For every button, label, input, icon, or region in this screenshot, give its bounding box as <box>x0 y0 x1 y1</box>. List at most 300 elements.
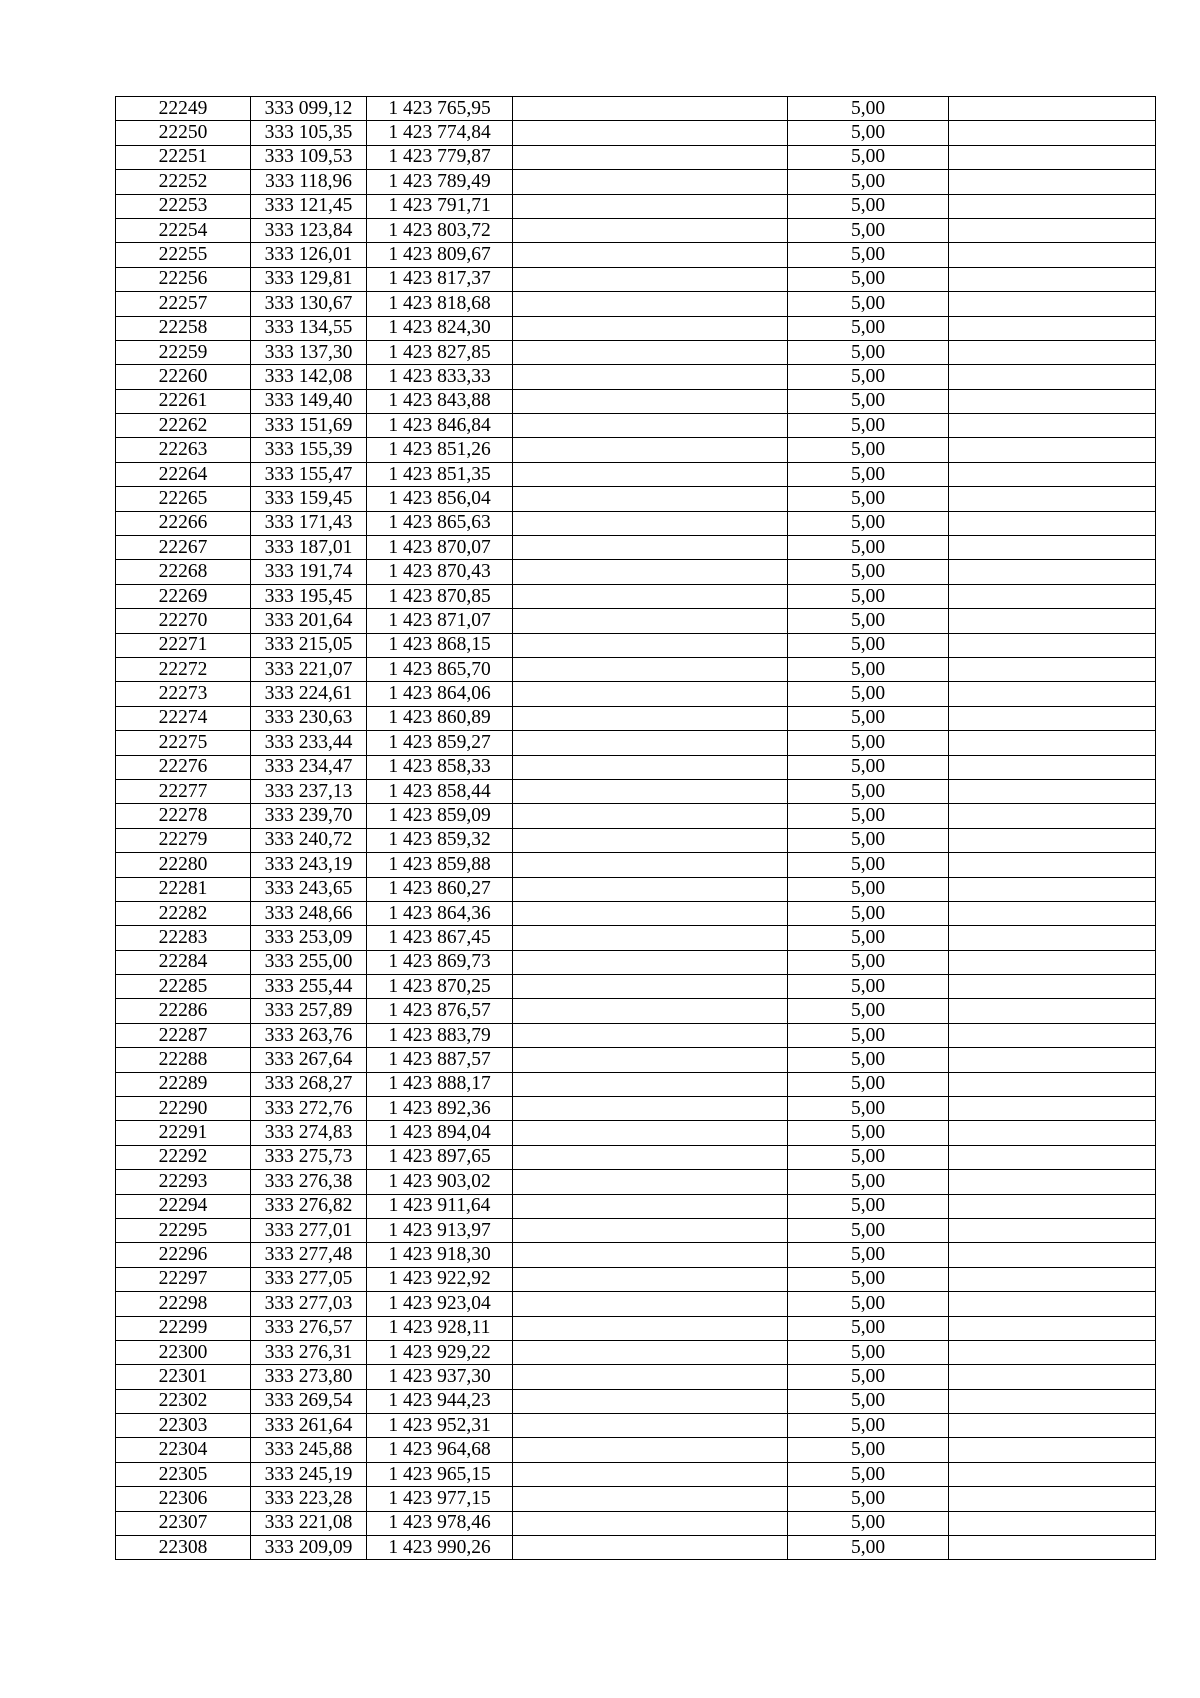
empty-cell <box>949 194 1156 218</box>
empty-cell <box>949 1072 1156 1096</box>
value-cell: 5,00 <box>788 633 949 657</box>
y-coordinate-cell: 1 423 864,36 <box>367 901 513 925</box>
value-cell: 5,00 <box>788 1170 949 1194</box>
table-row <box>116 414 1156 438</box>
table-row <box>116 999 1156 1023</box>
empty-cell <box>949 877 1156 901</box>
table-row <box>116 828 1156 852</box>
table-row <box>116 170 1156 194</box>
y-coordinate-cell: 1 423 978,46 <box>367 1511 513 1535</box>
x-coordinate-cell: 333 267,64 <box>251 1048 367 1072</box>
y-coordinate-cell: 1 423 858,33 <box>367 755 513 779</box>
value-cell: 5,00 <box>788 657 949 681</box>
x-coordinate-cell: 333 121,45 <box>251 194 367 218</box>
point-number-cell: 22264 <box>116 462 251 486</box>
value-cell: 5,00 <box>788 170 949 194</box>
point-number-cell: 22301 <box>116 1365 251 1389</box>
value-cell: 5,00 <box>788 1462 949 1486</box>
empty-cell <box>949 462 1156 486</box>
empty-cell <box>513 779 788 803</box>
empty-cell <box>513 1316 788 1340</box>
x-coordinate-cell: 333 272,76 <box>251 1097 367 1121</box>
value-cell: 5,00 <box>788 243 949 267</box>
empty-cell <box>513 706 788 730</box>
value-cell: 5,00 <box>788 1097 949 1121</box>
empty-cell <box>949 1414 1156 1438</box>
point-number-cell: 22302 <box>116 1389 251 1413</box>
value-cell: 5,00 <box>788 389 949 413</box>
empty-cell <box>513 999 788 1023</box>
empty-cell <box>513 243 788 267</box>
x-coordinate-cell: 333 159,45 <box>251 487 367 511</box>
point-number-cell: 22266 <box>116 511 251 535</box>
y-coordinate-cell: 1 423 944,23 <box>367 1389 513 1413</box>
point-number-cell: 22285 <box>116 975 251 999</box>
y-coordinate-cell: 1 423 952,31 <box>367 1414 513 1438</box>
x-coordinate-cell: 333 243,19 <box>251 853 367 877</box>
empty-cell <box>513 218 788 242</box>
empty-cell <box>513 950 788 974</box>
empty-cell <box>949 1048 1156 1072</box>
table-row <box>116 804 1156 828</box>
point-number-cell: 22263 <box>116 438 251 462</box>
value-cell: 5,00 <box>788 487 949 511</box>
point-number-cell: 22265 <box>116 487 251 511</box>
point-number-cell: 22280 <box>116 853 251 877</box>
value-cell: 5,00 <box>788 316 949 340</box>
table-row <box>116 1145 1156 1169</box>
y-coordinate-cell: 1 423 918,30 <box>367 1243 513 1267</box>
empty-cell <box>513 1438 788 1462</box>
y-coordinate-cell: 1 423 870,25 <box>367 975 513 999</box>
value-cell: 5,00 <box>788 218 949 242</box>
value-cell: 5,00 <box>788 1511 949 1535</box>
table-row <box>116 950 1156 974</box>
point-number-cell: 22273 <box>116 682 251 706</box>
x-coordinate-cell: 333 171,43 <box>251 511 367 535</box>
empty-cell <box>949 731 1156 755</box>
table-row <box>116 1316 1156 1340</box>
empty-cell <box>513 828 788 852</box>
y-coordinate-cell: 1 423 859,27 <box>367 731 513 755</box>
empty-cell <box>513 975 788 999</box>
empty-cell <box>949 292 1156 316</box>
table-row <box>116 1072 1156 1096</box>
point-number-cell: 22252 <box>116 170 251 194</box>
y-coordinate-cell: 1 423 833,33 <box>367 365 513 389</box>
empty-cell <box>949 633 1156 657</box>
empty-cell <box>513 1536 788 1560</box>
empty-cell <box>513 1487 788 1511</box>
x-coordinate-cell: 333 191,74 <box>251 560 367 584</box>
value-cell: 5,00 <box>788 194 949 218</box>
point-number-cell: 22256 <box>116 267 251 291</box>
x-coordinate-cell: 333 195,45 <box>251 584 367 608</box>
empty-cell <box>949 121 1156 145</box>
x-coordinate-cell: 333 118,96 <box>251 170 367 194</box>
x-coordinate-cell: 333 277,03 <box>251 1292 367 1316</box>
table-row <box>116 145 1156 169</box>
x-coordinate-cell: 333 277,05 <box>251 1267 367 1291</box>
value-cell: 5,00 <box>788 340 949 364</box>
y-coordinate-cell: 1 423 903,02 <box>367 1170 513 1194</box>
x-coordinate-cell: 333 221,08 <box>251 1511 367 1535</box>
y-coordinate-cell: 1 423 929,22 <box>367 1340 513 1364</box>
empty-cell <box>949 609 1156 633</box>
point-number-cell: 22258 <box>116 316 251 340</box>
x-coordinate-cell: 333 109,53 <box>251 145 367 169</box>
point-number-cell: 22300 <box>116 1340 251 1364</box>
y-coordinate-cell: 1 423 923,04 <box>367 1292 513 1316</box>
empty-cell <box>949 926 1156 950</box>
point-number-cell: 22267 <box>116 536 251 560</box>
x-coordinate-cell: 333 223,28 <box>251 1487 367 1511</box>
x-coordinate-cell: 333 130,67 <box>251 292 367 316</box>
point-number-cell: 22272 <box>116 657 251 681</box>
value-cell: 5,00 <box>788 804 949 828</box>
empty-cell <box>513 901 788 925</box>
value-cell: 5,00 <box>788 682 949 706</box>
value-cell: 5,00 <box>788 1340 949 1364</box>
empty-cell <box>949 1121 1156 1145</box>
x-coordinate-cell: 333 276,38 <box>251 1170 367 1194</box>
point-number-cell: 22289 <box>116 1072 251 1096</box>
y-coordinate-cell: 1 423 871,07 <box>367 609 513 633</box>
empty-cell <box>949 218 1156 242</box>
empty-cell <box>949 145 1156 169</box>
empty-cell <box>513 609 788 633</box>
value-cell: 5,00 <box>788 1316 949 1340</box>
point-number-cell: 22304 <box>116 1438 251 1462</box>
table-row <box>116 438 1156 462</box>
table-row <box>116 292 1156 316</box>
empty-cell <box>513 414 788 438</box>
point-number-cell: 22291 <box>116 1121 251 1145</box>
y-coordinate-cell: 1 423 859,09 <box>367 804 513 828</box>
point-number-cell: 22261 <box>116 389 251 413</box>
table-row <box>116 1462 1156 1486</box>
point-number-cell: 22275 <box>116 731 251 755</box>
y-coordinate-cell: 1 423 876,57 <box>367 999 513 1023</box>
point-number-cell: 22251 <box>116 145 251 169</box>
empty-cell <box>513 1511 788 1535</box>
y-coordinate-cell: 1 423 865,70 <box>367 657 513 681</box>
value-cell: 5,00 <box>788 926 949 950</box>
table-row <box>116 267 1156 291</box>
y-coordinate-cell: 1 423 860,27 <box>367 877 513 901</box>
empty-cell <box>949 1389 1156 1413</box>
empty-cell <box>513 365 788 389</box>
x-coordinate-cell: 333 255,00 <box>251 950 367 974</box>
empty-cell <box>949 706 1156 730</box>
empty-cell <box>513 389 788 413</box>
y-coordinate-cell: 1 423 779,87 <box>367 145 513 169</box>
value-cell: 5,00 <box>788 950 949 974</box>
value-cell: 5,00 <box>788 267 949 291</box>
empty-cell <box>949 1462 1156 1486</box>
table-row <box>116 1389 1156 1413</box>
empty-cell <box>513 487 788 511</box>
empty-cell <box>949 1097 1156 1121</box>
point-number-cell: 22257 <box>116 292 251 316</box>
value-cell: 5,00 <box>788 365 949 389</box>
value-cell: 5,00 <box>788 1365 949 1389</box>
table-row <box>116 706 1156 730</box>
value-cell: 5,00 <box>788 1023 949 1047</box>
point-number-cell: 22254 <box>116 218 251 242</box>
value-cell: 5,00 <box>788 511 949 535</box>
x-coordinate-cell: 333 123,84 <box>251 218 367 242</box>
empty-cell <box>949 1292 1156 1316</box>
point-number-cell: 22299 <box>116 1316 251 1340</box>
y-coordinate-cell: 1 423 911,64 <box>367 1194 513 1218</box>
table-row <box>116 1097 1156 1121</box>
point-number-cell: 22303 <box>116 1414 251 1438</box>
table-row <box>116 121 1156 145</box>
point-number-cell: 22249 <box>116 97 251 121</box>
empty-cell <box>513 1414 788 1438</box>
x-coordinate-cell: 333 134,55 <box>251 316 367 340</box>
empty-cell <box>949 1170 1156 1194</box>
table-row <box>116 511 1156 535</box>
table-row <box>116 1218 1156 1242</box>
x-coordinate-cell: 333 230,63 <box>251 706 367 730</box>
empty-cell <box>949 389 1156 413</box>
table-row <box>116 1170 1156 1194</box>
point-number-cell: 22290 <box>116 1097 251 1121</box>
x-coordinate-cell: 333 137,30 <box>251 340 367 364</box>
table-row <box>116 340 1156 364</box>
x-coordinate-cell: 333 245,88 <box>251 1438 367 1462</box>
point-number-cell: 22294 <box>116 1194 251 1218</box>
x-coordinate-cell: 333 233,44 <box>251 731 367 755</box>
y-coordinate-cell: 1 423 867,45 <box>367 926 513 950</box>
value-cell: 5,00 <box>788 877 949 901</box>
y-coordinate-cell: 1 423 851,35 <box>367 462 513 486</box>
y-coordinate-cell: 1 423 897,65 <box>367 1145 513 1169</box>
empty-cell <box>513 1097 788 1121</box>
value-cell: 5,00 <box>788 536 949 560</box>
value-cell: 5,00 <box>788 560 949 584</box>
point-number-cell: 22306 <box>116 1487 251 1511</box>
table-row <box>116 779 1156 803</box>
value-cell: 5,00 <box>788 1267 949 1291</box>
empty-cell <box>949 1023 1156 1047</box>
y-coordinate-cell: 1 423 888,17 <box>367 1072 513 1096</box>
y-coordinate-cell: 1 423 869,73 <box>367 950 513 974</box>
table-row <box>116 389 1156 413</box>
x-coordinate-cell: 333 215,05 <box>251 633 367 657</box>
empty-cell <box>513 926 788 950</box>
y-coordinate-cell: 1 423 774,84 <box>367 121 513 145</box>
empty-cell <box>513 97 788 121</box>
y-coordinate-cell: 1 423 858,44 <box>367 779 513 803</box>
point-number-cell: 22250 <box>116 121 251 145</box>
empty-cell <box>513 438 788 462</box>
x-coordinate-cell: 333 255,44 <box>251 975 367 999</box>
y-coordinate-cell: 1 423 859,32 <box>367 828 513 852</box>
table-row <box>116 853 1156 877</box>
point-number-cell: 22255 <box>116 243 251 267</box>
value-cell: 5,00 <box>788 1487 949 1511</box>
table-row <box>116 194 1156 218</box>
y-coordinate-cell: 1 423 818,68 <box>367 292 513 316</box>
empty-cell <box>949 560 1156 584</box>
value-cell: 5,00 <box>788 853 949 877</box>
empty-cell <box>513 1218 788 1242</box>
empty-cell <box>513 316 788 340</box>
empty-cell <box>513 1462 788 1486</box>
table-row <box>116 1023 1156 1047</box>
x-coordinate-cell: 333 273,80 <box>251 1365 367 1389</box>
empty-cell <box>513 657 788 681</box>
point-number-cell: 22283 <box>116 926 251 950</box>
empty-cell <box>513 121 788 145</box>
table-row <box>116 1487 1156 1511</box>
empty-cell <box>513 536 788 560</box>
empty-cell <box>513 877 788 901</box>
table-row <box>116 1365 1156 1389</box>
empty-cell <box>949 1316 1156 1340</box>
point-number-cell: 22276 <box>116 755 251 779</box>
y-coordinate-cell: 1 423 856,04 <box>367 487 513 511</box>
x-coordinate-cell: 333 155,47 <box>251 462 367 486</box>
value-cell: 5,00 <box>788 145 949 169</box>
value-cell: 5,00 <box>788 292 949 316</box>
table-row <box>116 1438 1156 1462</box>
point-number-cell: 22307 <box>116 1511 251 1535</box>
y-coordinate-cell: 1 423 859,88 <box>367 853 513 877</box>
empty-cell <box>949 975 1156 999</box>
empty-cell <box>513 340 788 364</box>
empty-cell <box>949 1145 1156 1169</box>
y-coordinate-cell: 1 423 817,37 <box>367 267 513 291</box>
value-cell: 5,00 <box>788 414 949 438</box>
table-row <box>116 1121 1156 1145</box>
empty-cell <box>513 1365 788 1389</box>
table-row <box>116 1267 1156 1291</box>
table-row <box>116 1292 1156 1316</box>
empty-cell <box>949 828 1156 852</box>
empty-cell <box>513 145 788 169</box>
value-cell: 5,00 <box>788 779 949 803</box>
empty-cell <box>949 999 1156 1023</box>
x-coordinate-cell: 333 277,48 <box>251 1243 367 1267</box>
table-row <box>116 901 1156 925</box>
empty-cell <box>949 1536 1156 1560</box>
y-coordinate-cell: 1 423 928,11 <box>367 1316 513 1340</box>
empty-cell <box>513 755 788 779</box>
table-row <box>116 1194 1156 1218</box>
point-number-cell: 22259 <box>116 340 251 364</box>
x-coordinate-cell: 333 269,54 <box>251 1389 367 1413</box>
point-number-cell: 22297 <box>116 1267 251 1291</box>
empty-cell <box>949 267 1156 291</box>
x-coordinate-cell: 333 237,13 <box>251 779 367 803</box>
empty-cell <box>949 340 1156 364</box>
x-coordinate-cell: 333 243,65 <box>251 877 367 901</box>
value-cell: 5,00 <box>788 1536 949 1560</box>
x-coordinate-cell: 333 263,76 <box>251 1023 367 1047</box>
x-coordinate-cell: 333 105,35 <box>251 121 367 145</box>
table-row <box>116 682 1156 706</box>
empty-cell <box>513 1194 788 1218</box>
coordinates-table <box>115 96 1156 1560</box>
empty-cell <box>949 1267 1156 1291</box>
empty-cell <box>513 560 788 584</box>
value-cell: 5,00 <box>788 1218 949 1242</box>
table-row <box>116 1340 1156 1364</box>
empty-cell <box>949 414 1156 438</box>
value-cell: 5,00 <box>788 975 949 999</box>
y-coordinate-cell: 1 423 887,57 <box>367 1048 513 1072</box>
value-cell: 5,00 <box>788 1292 949 1316</box>
x-coordinate-cell: 333 261,64 <box>251 1414 367 1438</box>
empty-cell <box>513 1072 788 1096</box>
value-cell: 5,00 <box>788 731 949 755</box>
empty-cell <box>513 194 788 218</box>
x-coordinate-cell: 333 221,07 <box>251 657 367 681</box>
coordinates-table-body <box>116 97 1156 1560</box>
y-coordinate-cell: 1 423 894,04 <box>367 1121 513 1145</box>
point-number-cell: 22279 <box>116 828 251 852</box>
empty-cell <box>513 170 788 194</box>
y-coordinate-cell: 1 423 843,88 <box>367 389 513 413</box>
value-cell: 5,00 <box>788 1194 949 1218</box>
y-coordinate-cell: 1 423 965,15 <box>367 1462 513 1486</box>
y-coordinate-cell: 1 423 892,36 <box>367 1097 513 1121</box>
x-coordinate-cell: 333 151,69 <box>251 414 367 438</box>
x-coordinate-cell: 333 155,39 <box>251 438 367 462</box>
empty-cell <box>949 584 1156 608</box>
x-coordinate-cell: 333 149,40 <box>251 389 367 413</box>
empty-cell <box>949 1243 1156 1267</box>
empty-cell <box>513 511 788 535</box>
value-cell: 5,00 <box>788 901 949 925</box>
value-cell: 5,00 <box>788 706 949 730</box>
x-coordinate-cell: 333 239,70 <box>251 804 367 828</box>
table-row <box>116 609 1156 633</box>
empty-cell <box>949 1218 1156 1242</box>
empty-cell <box>949 511 1156 535</box>
y-coordinate-cell: 1 423 913,97 <box>367 1218 513 1242</box>
x-coordinate-cell: 333 129,81 <box>251 267 367 291</box>
value-cell: 5,00 <box>788 1438 949 1462</box>
empty-cell <box>513 1340 788 1364</box>
empty-cell <box>949 1511 1156 1535</box>
y-coordinate-cell: 1 423 865,63 <box>367 511 513 535</box>
point-number-cell: 22262 <box>116 414 251 438</box>
point-number-cell: 22253 <box>116 194 251 218</box>
empty-cell <box>513 1267 788 1291</box>
point-number-cell: 22270 <box>116 609 251 633</box>
empty-cell <box>513 292 788 316</box>
table-row <box>116 731 1156 755</box>
empty-cell <box>513 1145 788 1169</box>
point-number-cell: 22278 <box>116 804 251 828</box>
empty-cell <box>949 950 1156 974</box>
x-coordinate-cell: 333 268,27 <box>251 1072 367 1096</box>
table-row <box>116 365 1156 389</box>
x-coordinate-cell: 333 201,64 <box>251 609 367 633</box>
empty-cell <box>949 536 1156 560</box>
x-coordinate-cell: 333 142,08 <box>251 365 367 389</box>
table-row <box>116 316 1156 340</box>
table-row <box>116 218 1156 242</box>
x-coordinate-cell: 333 224,61 <box>251 682 367 706</box>
table-row <box>116 926 1156 950</box>
table-row <box>116 560 1156 584</box>
